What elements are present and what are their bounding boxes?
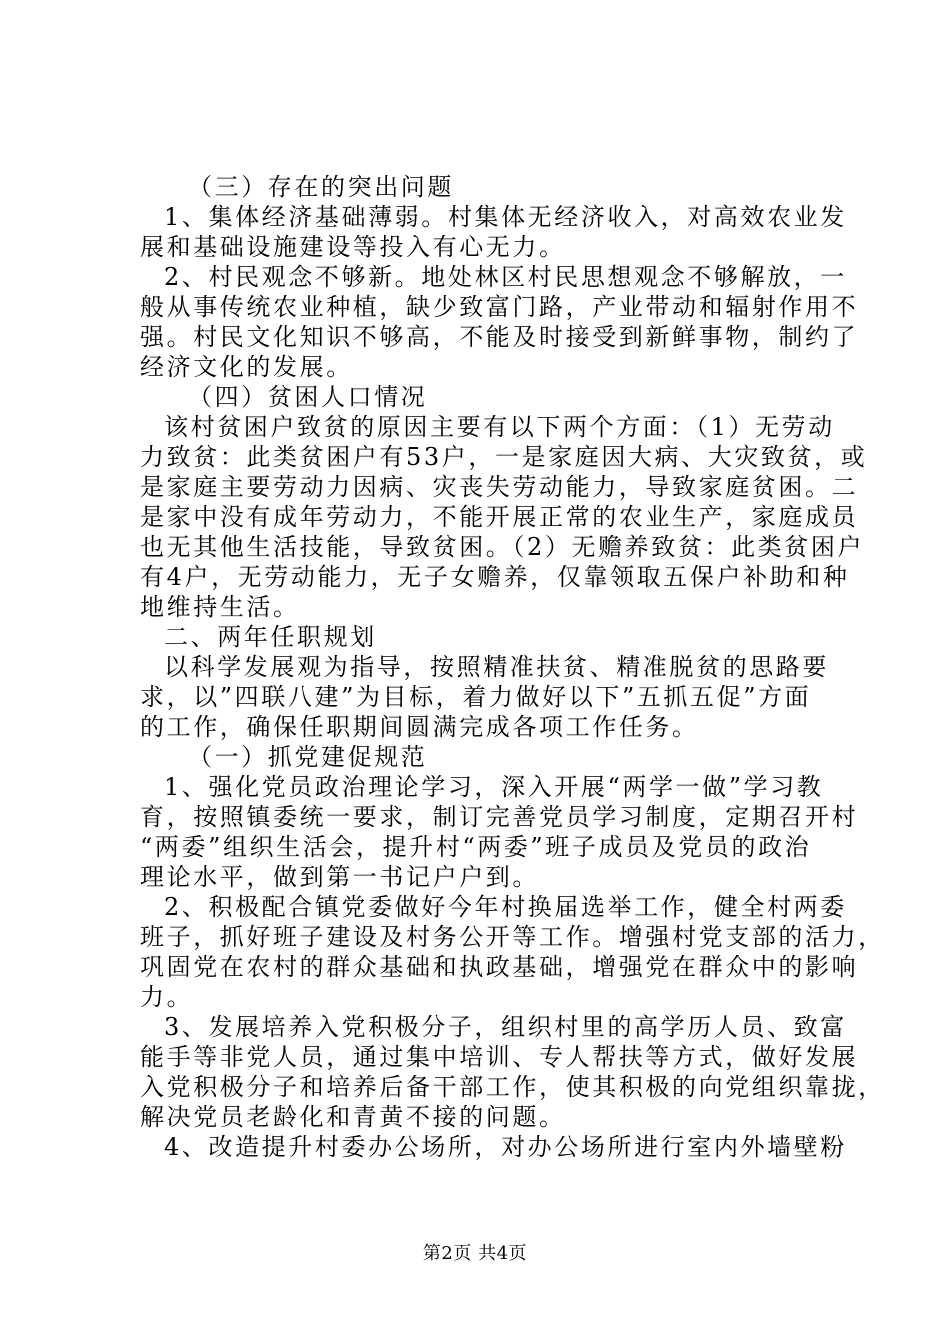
text-line: 育，按照镇委统一要求，制订完善党员学习制度，定期召开村 [140,803,859,831]
page-footer: 第2页 共4页 [422,1243,528,1264]
text-line: 地维持生活。 [140,593,300,621]
text-line: 求，以”四联八建”为目标，着力做好以下”五抓五促”方面 [140,683,812,711]
text-line: “两委”组织生活会，提升村“两委”班子成员及党员的政治 [140,833,812,861]
text-line: 力。 [140,983,194,1011]
text-line: 1、强化党员政治理论学习，深入开展“两学一做”学习教 [164,773,824,801]
text-line: 1、集体经济基础薄弱。村集体无经济收入，对高效农业发 [164,203,847,231]
text-line: 的工作，确保任职期间圆满完成各项工作任务。 [140,713,699,741]
text-line: 2、村民观念不够新。地处林区村民思想观念不够解放，一 [164,263,847,291]
text-line: 是家中没有成年劳动力，不能开展正常的农业生产，家庭成员 [140,503,859,531]
text-line: 是家庭主要劳动力因病、灾丧失劳动能力，导致家庭贫困。二 [140,473,859,501]
text-line: 般从事传统农业种植，缺少致富门路，产业带动和辐射作用不 [140,293,859,321]
text-line: 理论水平，做到第一书记户户到。 [140,863,539,891]
text-line: 强。村民文化知识不够高，不能及时接受到新鲜事物，制约了 [140,323,859,351]
text-line: 班子，抓好班子建设及村务公开等工作。增强村党支部的活力， [140,923,885,951]
text-line: 能手等非党人员，通过集中培训、专人帮扶等方式，做好发展 [140,1043,859,1071]
text-line: 入党积极分子和培养后备干部工作，使其积极的向党组织靠拢， [140,1073,885,1101]
text-line: （四）贫困人口情况 [188,383,428,411]
text-line: 有4户，无劳动能力，无子女赡养，仅靠领取五保户补助和种 [140,563,850,591]
text-line: 4、改造提升村委办公场所，对办公场所进行室内外墙壁粉 [164,1133,847,1161]
document-body [140,172,885,1162]
text-line: 二、两年任职规划 [164,623,377,651]
text-line: （三）存在的突出问题 [188,173,454,201]
text-line: 力致贫：此类贫困户有53户，一是家庭因大病、大灾致贫，或 [140,443,868,471]
text-line: （一）抓党建促规范 [188,743,428,771]
text-line: 巩固党在农村的群众基础和执政基础，增强党在群众中的影响 [140,953,859,981]
text-line: 解决党员老龄化和青黄不接的问题。 [140,1103,566,1131]
text-line: 该村贫困户致贫的原因主要有以下两个方面：（1）无劳动 [164,413,835,441]
text-line: 也无其他生活技能，导致贫困。（2）无赡养致贫：此类贫困户 [140,533,865,561]
text-line: 以科学发展观为指导，按照精准扶贫、精准脱贫的思路要 [164,653,829,681]
text-line: 2、积极配合镇党委做好今年村换届选举工作，健全村两委 [164,893,847,921]
text-line: 经济文化的发展。 [140,353,353,381]
text-line: 3、发展培养入党积极分子，组织村里的高学历人员、致富 [164,1013,847,1041]
text-line: 展和基础设施建设等投入有心无力。 [140,233,566,261]
